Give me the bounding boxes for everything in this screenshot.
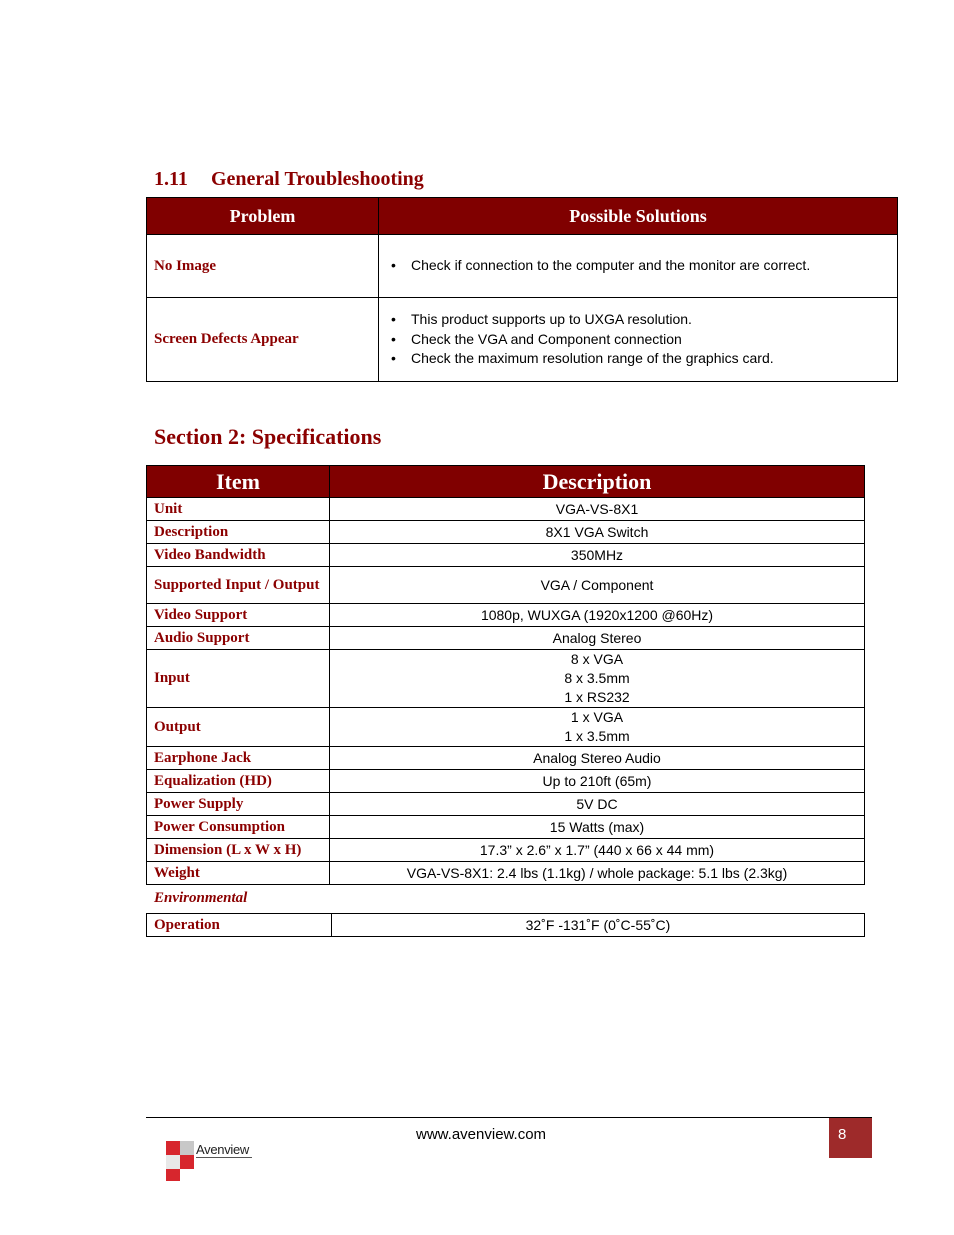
logo-underline	[196, 1157, 252, 1158]
table-row	[147, 498, 865, 521]
spec-desc-cell	[330, 650, 865, 708]
section-title: General Troubleshooting	[211, 168, 424, 190]
spec-desc-cell: 5V DC	[330, 793, 865, 816]
table-header-row	[147, 198, 898, 235]
spec-item-cell: Description	[147, 521, 330, 544]
table-row	[147, 567, 865, 604]
spec-item-cell: Input	[147, 650, 330, 708]
specifications-heading: Section 2: Specifications	[154, 424, 382, 449]
problem-cell: Screen Defects Appear	[147, 298, 379, 382]
desc-line: 8 x VGA	[570, 651, 624, 667]
problem-cell: No Image	[147, 235, 379, 298]
table-row	[147, 235, 898, 298]
spec-item-cell: Supported Input / Output	[147, 567, 330, 604]
desc-line: 8 x 3.5mm	[564, 670, 630, 686]
spec-item-cell: Power Supply	[147, 793, 330, 816]
spec-item-cell: Operation	[147, 914, 332, 937]
solutions-list	[389, 310, 897, 369]
problem-column-header: Problem	[147, 198, 379, 235]
table-row	[147, 793, 865, 816]
table-row	[147, 604, 865, 627]
spec-desc-cell: 15 Watts (max)	[330, 816, 865, 839]
solutions-list	[389, 256, 897, 276]
specifications-table	[146, 465, 865, 885]
solution-item: • Check the maximum resolution range of the graphics card.	[411, 349, 897, 369]
table-row	[147, 816, 865, 839]
spec-item-cell: Video Bandwidth	[147, 544, 330, 567]
description-column-header: Description	[330, 466, 865, 498]
page-number-badge	[829, 1118, 872, 1158]
spec-item-cell: Earphone Jack	[147, 747, 330, 770]
environmental-table	[146, 913, 865, 937]
spec-item-cell: Equalization (HD)	[147, 770, 330, 793]
table-row	[147, 862, 865, 885]
logo-text: Avenview	[196, 1142, 250, 1157]
table-row	[147, 914, 865, 937]
desc-line: 1 x RS232	[564, 689, 630, 705]
solution-item: • Check if connection to the computer and the monitor are correct.	[411, 256, 897, 276]
table-row	[147, 747, 865, 770]
footer-divider	[146, 1117, 872, 1118]
spec-desc-cell: VGA-VS-8X1: 2.4 lbs (1.1kg) / whole package: 5.1 lbs (2.3kg)	[330, 862, 865, 885]
solutions-column-header: Possible Solutions	[379, 198, 898, 235]
desc-line: 1 x VGA	[570, 709, 624, 725]
solutions-cell	[379, 298, 898, 382]
spec-desc-cell: VGA-VS-8X1	[330, 498, 865, 521]
table-row	[147, 839, 865, 862]
spec-item-cell: Output	[147, 708, 330, 747]
table-header-row	[147, 466, 865, 498]
spec-desc-cell: Analog Stereo	[330, 627, 865, 650]
table-row	[147, 650, 865, 708]
item-column-header: Item	[147, 466, 330, 498]
desc-line: 1 x 3.5mm	[564, 728, 630, 744]
table-row	[147, 544, 865, 567]
spec-desc-cell: Up to 210ft (65m)	[330, 770, 865, 793]
spec-desc-cell	[330, 708, 865, 747]
spec-item-cell: Video Support	[147, 604, 330, 627]
spec-item-cell: Weight	[147, 862, 330, 885]
spec-desc-cell: VGA / Component	[330, 567, 865, 604]
spec-item-cell: Unit	[147, 498, 330, 521]
page-number: 8	[838, 1126, 847, 1143]
spec-item-cell: Power Consumption	[147, 816, 330, 839]
table-row	[147, 627, 865, 650]
troubleshooting-heading	[154, 168, 424, 191]
table-row	[147, 521, 865, 544]
table-row	[147, 770, 865, 793]
spec-desc-cell: 8X1 VGA Switch	[330, 521, 865, 544]
spec-desc-cell: 32˚F -131˚F (0˚C-55˚C)	[332, 914, 865, 937]
solution-item: • Check the VGA and Component connection	[411, 330, 897, 350]
spec-item-cell: Dimension (L x W x H)	[147, 839, 330, 862]
troubleshooting-table	[146, 197, 898, 382]
solution-item: • This product supports up to UXGA resolution.	[411, 310, 897, 330]
spec-desc-cell: 17.3” x 2.6” x 1.7” (440 x 66 x 44 mm)	[330, 839, 865, 862]
environmental-label: Environmental	[154, 890, 248, 906]
spec-desc-cell: 1080p, WUXGA (1920x1200 @60Hz)	[330, 604, 865, 627]
spec-desc-cell: Analog Stereo Audio	[330, 747, 865, 770]
section-number: 1.11	[154, 168, 188, 190]
table-row	[147, 298, 898, 382]
solutions-cell	[379, 235, 898, 298]
spec-desc-cell: 350MHz	[330, 544, 865, 567]
footer-url: www.avenview.com	[416, 1126, 547, 1143]
spec-item-cell: Audio Support	[147, 627, 330, 650]
table-row	[147, 708, 865, 747]
